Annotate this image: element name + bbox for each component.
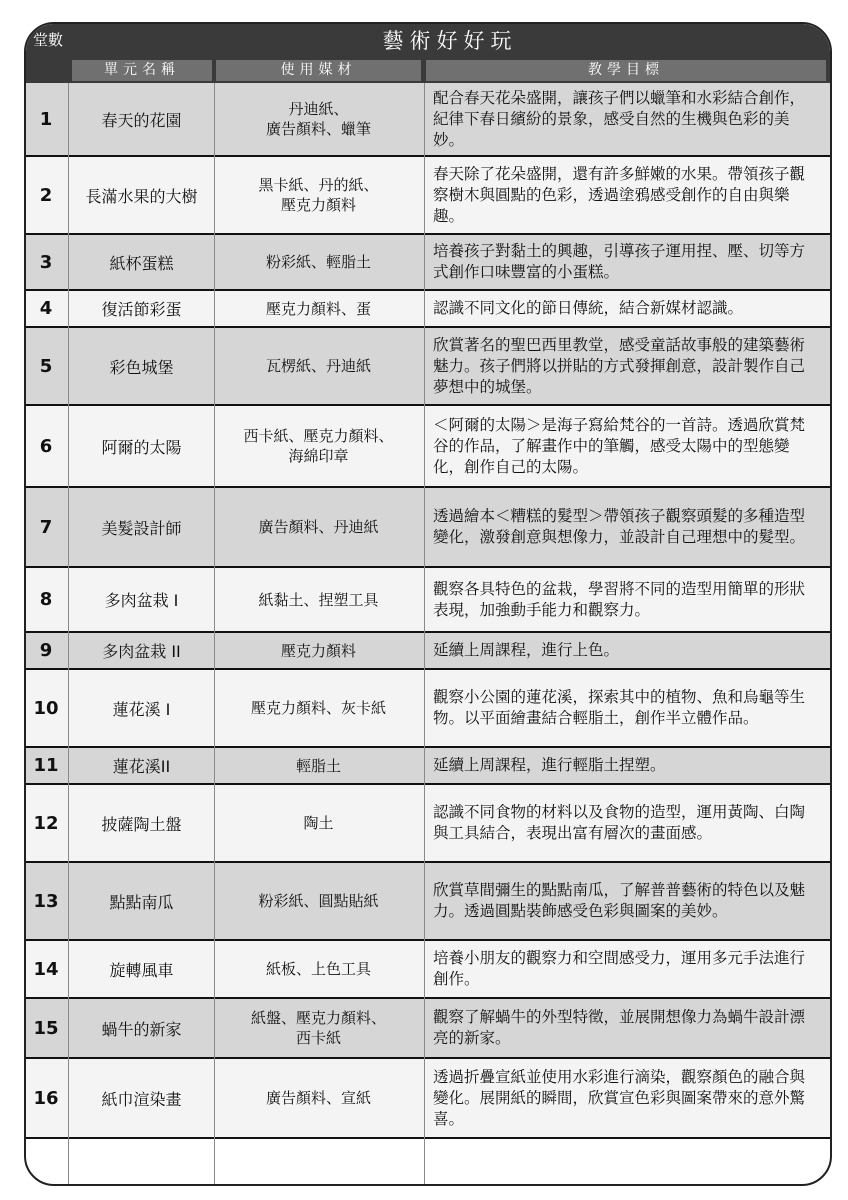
column-header-row (26, 58, 830, 83)
lesson-number: 9 (39, 640, 53, 661)
table-row (26, 157, 830, 235)
table-row (26, 1059, 830, 1139)
table-row (26, 748, 830, 785)
unit-name: 彩色城堡 (109, 357, 174, 377)
unit-name: 多肉盆栽 I (104, 591, 179, 610)
materials: 瓦楞紙、丹迪紙 (265, 357, 371, 375)
unit-name: 復活節彩蛋 (101, 300, 182, 319)
materials: 壓克力顏料、灰卡紙 (250, 699, 386, 717)
syllabus-frame (24, 22, 832, 1186)
materials: 陶土 (303, 814, 334, 832)
teaching-goal: 欣賞草間彌生的點點南瓜，了解普普藝術的特色以及魅力。透過圓點裝飾感受色彩與圖案的美妙。 (433, 881, 806, 920)
lesson-number: 15 (33, 1017, 59, 1039)
page-title: 藝術好好玩 (70, 24, 830, 58)
materials: 西卡紙、壓克力顏料、 海綿印章 (243, 427, 394, 465)
lesson-number: 13 (33, 890, 59, 912)
teaching-goal: 透過折疊宣紙並使用水彩進行滴染，觀察顏色的融合與變化。展開紙的瞬間，欣賞宣色彩與圖案帶來的意外驚喜。 (433, 1067, 806, 1128)
lesson-number: 10 (33, 697, 59, 719)
materials: 壓克力顏料 (280, 641, 356, 660)
table-row (26, 863, 830, 941)
teaching-goal: 認識不同食物的材料以及食物的造型，運用黃陶、白陶與工具結合，表現出富有層次的畫面感。 (433, 803, 806, 842)
lesson-number: 4 (39, 298, 53, 319)
teaching-goal: 培養孩子對黏土的興趣，引導孩子運用捏、壓、切等方式創作口味豐富的小蛋糕。 (433, 242, 806, 281)
lesson-number: 14 (33, 958, 59, 980)
teaching-goal: 認識不同文化的節日傳統，結合新媒材認識。 (433, 299, 744, 317)
teaching-goal: 透過繪本＜糟糕的髮型＞帶領孩子觀察頭髮的多種造型變化，激發創意與想像力，並設計自己理想中的髮型。 (433, 507, 806, 546)
lesson-number: 12 (33, 812, 59, 834)
unit-name: 紙巾渲染畫 (101, 1089, 182, 1109)
unit-name: 蓮花溪 I (112, 699, 171, 719)
unit-name: 長滿水果的大樹 (85, 186, 198, 206)
teaching-goal: 培養小朋友的觀察力和空間感受力，運用多元手法進行創作。 (433, 949, 806, 988)
table-row (26, 291, 830, 328)
materials: 粉彩紙、圓點貼紙 (258, 892, 379, 910)
materials: 廣告顏料、宣紙 (265, 1089, 371, 1107)
materials: 丹迪紙、 廣告顏料、蠟筆 (265, 100, 371, 138)
teaching-goal: 春天除了花朵盛開，還有許多鮮嫩的水果。帶領孩子觀察樹木與圓點的色彩，透過塗鴉感受創作的自由與樂趣。 (433, 164, 806, 225)
table-row (26, 670, 830, 748)
table-row (26, 633, 830, 670)
lesson-number: 2 (39, 184, 53, 206)
unit-name: 多肉盆栽 II (102, 642, 181, 661)
table-row (26, 406, 830, 488)
materials: 紙黏土、捏塑工具 (258, 590, 379, 609)
lesson-number: 6 (39, 435, 53, 457)
teaching-goal: ＜阿爾的太陽＞是海子寫給梵谷的一首詩。透過欣賞梵谷的作品，了解畫作中的筆觸，感受太陽中的型態變化，創作自己的太陽。 (433, 415, 806, 476)
teaching-goal: 配合春天花朵盛開，讓孩子們以蠟筆和水彩結合創作，紀律下春日繽紛的景象，感受自然的生機與色彩的美妙。 (433, 88, 806, 149)
unit-name: 蓮花溪II (112, 757, 171, 776)
table-row (26, 83, 830, 157)
table-row (26, 941, 830, 999)
table-row (26, 785, 830, 863)
materials: 輕脂土 (295, 756, 341, 775)
table-row (26, 235, 830, 291)
teaching-goal: 延續上周課程，進行輕脂土捏塑。 (433, 756, 666, 774)
unit-name-header: 單元名稱 (72, 60, 212, 81)
teaching-goal: 欣賞著名的聖巴西里教堂，感受童話故事般的建築藝術魅力。孩子們將以拼貼的方式發揮創意，設計製作自己夢想中的城堡。 (433, 335, 806, 396)
unit-name: 點點南瓜 (109, 892, 174, 912)
table-row (26, 328, 830, 406)
teaching-goal: 觀察各具特色的盆栽，學習將不同的造型用簡單的形狀表現，加強動手能力和觀察力。 (433, 579, 806, 619)
unit-name: 旋轉風車 (109, 960, 174, 980)
table-row (26, 568, 830, 633)
materials-header: 使用媒材 (216, 60, 421, 81)
materials: 廣告顏料、丹迪紙 (258, 518, 379, 536)
materials: 壓克力顏料、蛋 (265, 299, 371, 318)
lesson-number: 11 (33, 755, 59, 776)
table-row (26, 999, 830, 1059)
lesson-table (26, 83, 830, 1184)
lesson-count-header: 堂數 (26, 24, 70, 83)
column-divider (424, 83, 425, 1184)
materials: 黑卡紙、丹的紙、 壓克力顏料 (258, 176, 379, 214)
materials: 紙板、上色工具 (265, 960, 371, 978)
unit-name: 紙杯蛋糕 (109, 253, 174, 273)
unit-name: 春天的花園 (101, 110, 182, 130)
teaching-goal-header: 教學目標 (426, 60, 826, 81)
materials: 粉彩紙、輕脂土 (265, 253, 371, 271)
teaching-goal: 觀察了解蝸牛的外型特徵，並展開想像力為蝸牛設計漂亮的新家。 (433, 1008, 806, 1047)
unit-name: 披薩陶土盤 (101, 814, 182, 834)
table-row (26, 488, 830, 568)
teaching-goal: 延續上周課程，進行上色。 (433, 641, 620, 659)
column-divider (68, 83, 69, 1184)
column-divider (214, 83, 215, 1184)
lesson-number: 16 (33, 1087, 59, 1109)
materials: 紙盤、壓克力顏料、 西卡紙 (250, 1009, 386, 1047)
unit-name: 美髮設計師 (101, 518, 182, 538)
lesson-number: 3 (39, 251, 53, 273)
lesson-number: 5 (39, 355, 53, 377)
lesson-number: 7 (39, 516, 53, 538)
unit-name: 阿爾的太陽 (101, 437, 182, 457)
teaching-goal: 觀察小公園的蓮花溪，探索其中的植物、魚和烏龜等生物。以平面繪畫結合輕脂土，創作半立體作品。 (433, 688, 806, 727)
lesson-number: 1 (39, 108, 53, 130)
unit-name: 蝸牛的新家 (101, 1019, 182, 1039)
lesson-number: 8 (39, 589, 53, 610)
